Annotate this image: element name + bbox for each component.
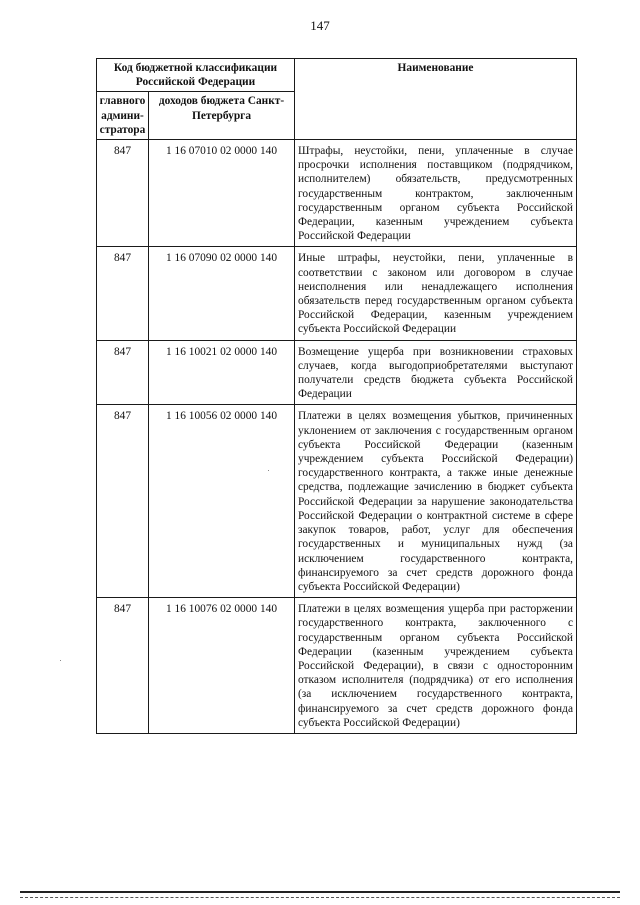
header-income-code: доходов бюджета Санкт-Петербурга [149,92,295,140]
scan-artifact [268,470,269,471]
income-name-text: Платежи в целях возмещения убытков, причиненных уклонением от заключения с государственным органом субъекта Российской Федерации (казенным учреждением субъекта Российской Федерации) государственного контракта, а также иные денежные средства, подлежащие зачислению в бюджет субъекта Российской Федерации за нарушение законодательства Российской Федерации о контрактной системе в сфере закупок товаров, работ, услуг для обеспечения государственных и муниципальных нужд (за исключением государственного контракта, финансируемого за счет средств дорожного фонда субъекта Российской Федерации) [298,410,573,593]
administrator-code: 847 [97,140,149,247]
income-name-text: Платежи в целях возмещения ущерба при расторжении государственного контракта, заключенного с государственным органом субъекта Российской Федерации (казенным учреждением субъекта Российской Федерации), в связи с односторонним отказом исполнителя (подрядчика) от его исполнения (за исключением государственного контракта, финансируемого за счет средств дорожного фонда субъекта Российской Федерации) [298,603,573,729]
income-name-text: Иные штрафы, неустойки, пени, уплаченные в соответствии с законом или договором в случае неисполнения или ненадлежащего исполнения обязательств перед государственным органом субъекта Российской Федерации, казенным учреждением субъекта Российской Федерации [298,252,573,336]
header-name: Наименование [295,59,577,140]
administrator-code: 847 [97,405,149,598]
table-row [97,405,577,598]
income-name [295,247,577,340]
income-name [295,140,577,247]
table-row [97,598,577,734]
header-chief-administrator: главного админи-стратора [97,92,149,140]
income-code: 1 16 07010 02 0000 140 [149,140,295,247]
administrator-code: 847 [97,598,149,734]
header-row-group [97,59,577,92]
administrator-code: 847 [97,340,149,405]
income-code: 1 16 07090 02 0000 140 [149,247,295,340]
page-bottom-rule [20,891,620,893]
income-code: 1 16 10056 02 0000 140 [149,405,295,598]
income-name-text: Штрафы, неустойки, пени, уплаченные в случае просрочки исполнения поставщиком (подрядчиком, исполнителем) обязательств, предусмотренных государственным контрактом, заключенным государственным органом субъекта Российской Федерации, казенным учреждением субъекта Российской Федерации [298,145,573,243]
budget-classification-table [96,58,577,734]
income-code: 1 16 10076 02 0000 140 [149,598,295,734]
header-classification-code: Код бюджетной классификации Российской Федерации [97,59,295,92]
income-name [295,405,577,598]
income-name [295,340,577,405]
page-bottom-rule [20,897,620,898]
table-row [97,340,577,405]
table-row [97,140,577,247]
table-row [97,247,577,340]
scan-artifact [60,660,61,661]
income-code: 1 16 10021 02 0000 140 [149,340,295,405]
income-name-text: Возмещение ущерба при возникновении страховых случаев, когда выгодоприобретателями выступают получатели средств бюджета субъекта Российской Федерации [298,345,573,401]
page-number: 147 [310,18,330,33]
administrator-code: 847 [97,247,149,340]
income-name [295,598,577,734]
